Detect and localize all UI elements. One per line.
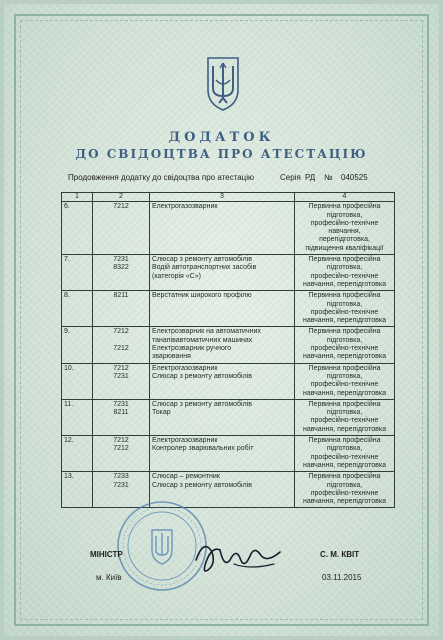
- profession-name-line: Електрогазозварник: [152, 203, 218, 211]
- profession-name-line: зварювання: [152, 353, 191, 361]
- training-type-line: Первинна професійна: [308, 473, 381, 481]
- profession-code: [93, 255, 150, 291]
- profession-code-line: 7212: [113, 437, 129, 445]
- profession-name-line: Електрогазозварник: [152, 437, 218, 445]
- training-type-line: підготовка,: [326, 336, 363, 344]
- training-type: [295, 291, 395, 327]
- row-number: 9.: [62, 327, 93, 363]
- profession-code-line: 7231: [113, 256, 129, 264]
- training-type-line: підготовка,: [326, 445, 363, 453]
- training-type-line: підвищення кваліфікації: [305, 244, 384, 252]
- training-type-line: Первинна професійна: [308, 437, 381, 445]
- profession-name: [150, 327, 295, 363]
- profession-name-line: Слюсар – ремонтник: [152, 473, 220, 481]
- training-type-line: професійно-технічне: [310, 272, 379, 280]
- column-header: 1: [62, 193, 93, 202]
- profession-name: [150, 202, 295, 255]
- profession-code-line: 7231: [113, 481, 129, 489]
- training-type-line: професійно-технічне: [310, 381, 379, 389]
- series-value: РД: [305, 173, 316, 182]
- profession-name-line: Електрозварник на автоматичних: [152, 328, 261, 336]
- profession-name-line: Слюсар з ремонту автомобілів: [152, 256, 252, 264]
- profession-code: [93, 363, 150, 399]
- row-number: 11.: [62, 399, 93, 435]
- profession-code-line: 7212: [113, 445, 129, 453]
- training-type-line: професійно-технічне: [310, 219, 379, 227]
- table-row: [62, 436, 395, 472]
- training-type-line: підготовка,: [326, 264, 363, 272]
- training-type-line: підготовка,: [326, 409, 363, 417]
- profession-code-line: [95, 337, 147, 345]
- training-type-line: професійно-технічне: [310, 453, 379, 461]
- number-value: 040525: [341, 173, 368, 182]
- training-type: [295, 363, 395, 399]
- document-title: ДОДАТОК: [168, 130, 275, 145]
- training-type-line: Первинна професійна: [308, 203, 381, 211]
- training-type-line: Первинна професійна: [308, 364, 381, 372]
- profession-name-line: Слюсар з ремонту автомобілів: [152, 481, 252, 489]
- training-type-line: навчання, перепідготовка: [302, 425, 386, 433]
- table-header-row: [62, 193, 395, 202]
- signature-icon: [190, 530, 290, 580]
- training-type-line: перепідготовка,: [319, 236, 370, 244]
- training-type-line: навчання, перепідготовка: [302, 353, 386, 361]
- profession-code-line: 8211: [113, 409, 129, 417]
- profession-name-line: Електрозварник ручного: [152, 345, 232, 353]
- profession-name: [150, 436, 295, 472]
- profession-name-line: Контролер зварювальних робіт: [152, 445, 254, 453]
- training-type-line: Первинна професійна: [308, 400, 381, 408]
- profession-name-line: Водій автотранспортних засобів: [152, 264, 257, 272]
- training-type-line: Первинна професійна: [308, 292, 381, 300]
- profession-code-line: 7231: [113, 400, 129, 408]
- training-type-line: професійно-технічне: [310, 489, 379, 497]
- training-type: [295, 327, 395, 363]
- profession-name-line: Слюсар з ремонту автомобілів: [152, 372, 252, 380]
- training-type-line: Первинна професійна: [308, 256, 381, 264]
- profession-name-line: Електрогазозварник: [152, 364, 218, 372]
- profession-code-line: 7231: [113, 372, 129, 380]
- training-type-line: підготовка,: [326, 300, 363, 308]
- row-number: 8.: [62, 291, 93, 327]
- profession-name: [150, 399, 295, 435]
- row-number: 10.: [62, 363, 93, 399]
- profession-name-line: Верстатник широкого профілю: [152, 292, 252, 300]
- training-type-line: професійно-технічне: [310, 417, 379, 425]
- column-header: 3: [150, 193, 295, 202]
- series-label: Серія: [280, 173, 301, 182]
- profession-code-line: 8322: [113, 264, 129, 272]
- row-number: 13.: [62, 472, 93, 508]
- profession-code-line: 7212: [113, 364, 129, 372]
- training-type: [295, 472, 395, 508]
- training-type: [295, 202, 395, 255]
- training-type-line: навчання, перепідготовка: [302, 461, 386, 469]
- profession-code: [93, 327, 150, 363]
- continuation-label: Продовження додатку до свідоцтва про атестацію: [68, 173, 254, 182]
- profession-code-line: 7212: [113, 345, 129, 353]
- profession-code: [93, 399, 150, 435]
- training-type-line: підготовка,: [326, 481, 363, 489]
- profession-code: [93, 436, 150, 472]
- profession-name: [150, 363, 295, 399]
- training-type: [295, 399, 395, 435]
- attestation-table: [61, 192, 395, 508]
- profession-code-line: 7212: [113, 203, 129, 211]
- profession-code-line: 7233: [113, 473, 129, 481]
- profession-name-line: Слюсар з ремонту автомобілів: [152, 400, 252, 408]
- table-row: [62, 363, 395, 399]
- signer-name: С. М. КВІТ: [320, 550, 360, 559]
- training-type-line: підготовка,: [326, 211, 363, 219]
- issue-date: 03.11.2015: [322, 573, 362, 582]
- issue-city: м. Київ: [96, 573, 122, 582]
- document-subtitle: ДО СВІДОЦТВА ПРО АТЕСТАЦІЮ: [75, 147, 368, 161]
- profession-name-line: (категорія «С»): [152, 272, 201, 280]
- training-type: [295, 255, 395, 291]
- training-type: [295, 436, 395, 472]
- trident-emblem-icon: [205, 54, 241, 112]
- column-header: 2: [93, 193, 150, 202]
- profession-name: [150, 255, 295, 291]
- row-number: 12.: [62, 436, 93, 472]
- profession-code-line: 7212: [113, 328, 129, 336]
- certificate-sheet: [4, 4, 439, 636]
- training-type-line: підготовка,: [326, 372, 363, 380]
- training-type-line: Первинна професійна: [308, 328, 381, 336]
- profession-name-line: танапівавтоматичних машинах: [152, 336, 253, 344]
- training-type-line: навчання, перепідготовка: [302, 389, 386, 397]
- profession-name-line: Токар: [152, 409, 171, 417]
- training-type-line: навчання, перепідготовка: [302, 317, 386, 325]
- profession-code-line: 8211: [113, 292, 129, 300]
- profession-code: [93, 202, 150, 255]
- profession-name: [150, 291, 295, 327]
- table-row: [62, 399, 395, 435]
- training-type-line: навчання, перепідготовка: [302, 280, 386, 288]
- table-row: [62, 255, 395, 291]
- table-row: [62, 202, 395, 255]
- profession-code: [93, 291, 150, 327]
- column-header: 4: [295, 193, 395, 202]
- minister-label: МІНІСТР: [90, 550, 123, 559]
- table-row: [62, 291, 395, 327]
- number-label: №: [324, 173, 333, 182]
- training-type-line: навчання, перепідготовка: [302, 498, 386, 506]
- row-number: 6.: [62, 202, 93, 255]
- training-type-line: навчання,: [328, 228, 361, 236]
- row-number: 7.: [62, 255, 93, 291]
- table-row: [62, 327, 395, 363]
- training-type-line: професійно-технічне: [310, 308, 379, 316]
- table-row: [62, 472, 395, 508]
- training-type-line: професійно-технічне: [310, 345, 379, 353]
